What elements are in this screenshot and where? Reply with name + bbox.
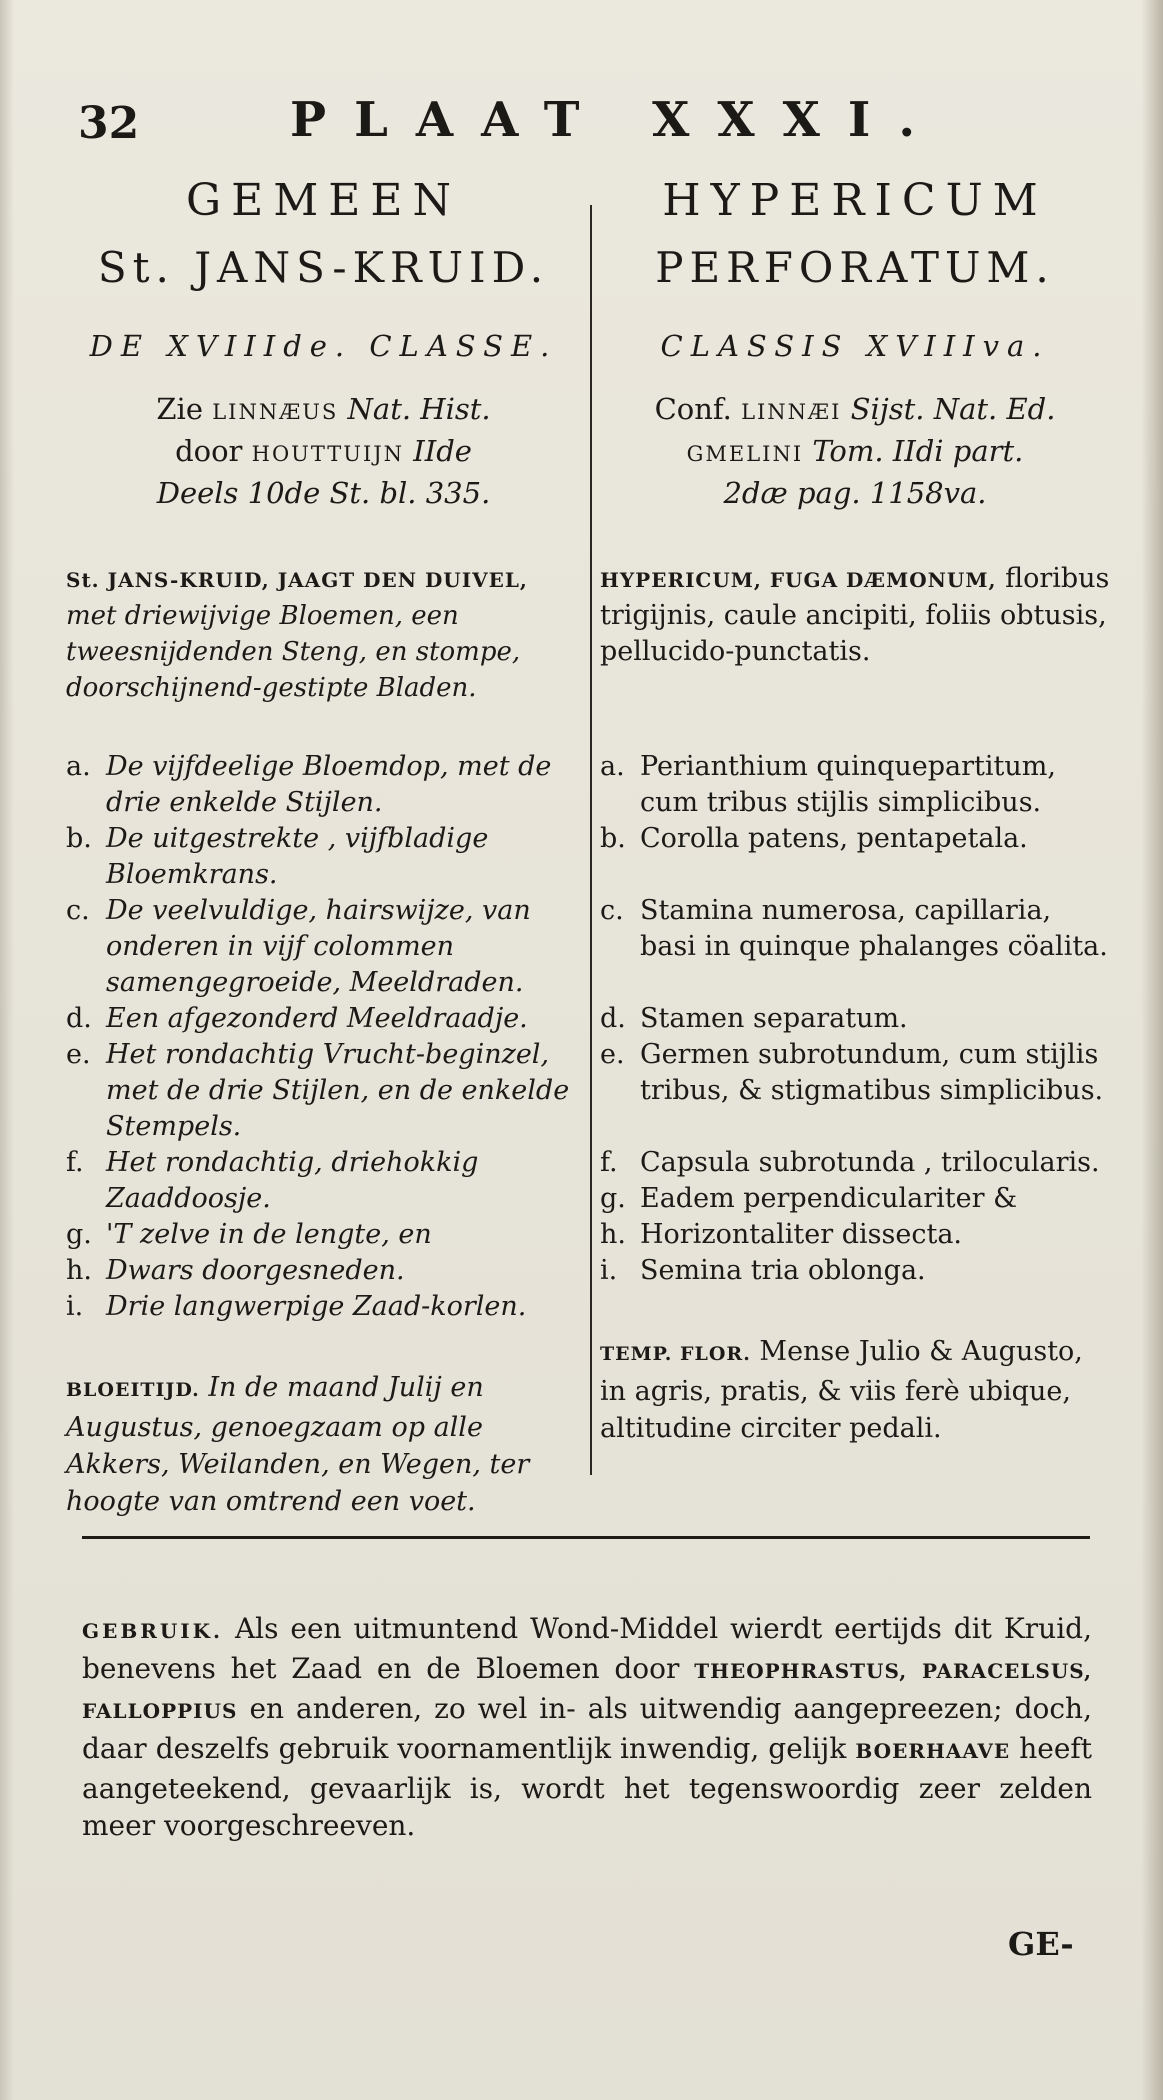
horizontal-rule (82, 1536, 1090, 1539)
dutch-flowering (66, 1369, 581, 1520)
latin-bloei-lead: TEMP. FLOR. (600, 1343, 751, 1365)
list-item: e. Germen subrotundum, cum stijlis tribus, & stigmatibus simplicibus. (600, 1039, 1104, 1106)
dutch-ref-author: LINNÆUS (212, 400, 339, 424)
usage-text-1: Als een uitmuntend Wond-Middel wierdt eertijds dit Kruid, benevens het Zaad en de Bloemen door (82, 1612, 1092, 1685)
usage-text-2: en anderen, zo wel in- als uitwendig aangepreezen; doch, daar deszelfs gebruik voornamentlijk inwendig, gelijk (82, 1692, 1092, 1765)
dutch-ref-page: Deels 10de St. bl. 335. (156, 476, 491, 510)
latin-flowering (600, 1333, 1110, 1447)
latin-reference (600, 390, 1110, 513)
latin-description (600, 561, 1110, 749)
latin-ref-page: 2dæ pag. 1158va. (723, 476, 987, 510)
list-item: d. Een afgezonderd Meeldraadje. (66, 1003, 528, 1034)
dutch-ref-door: door (175, 434, 243, 468)
latin-column (600, 170, 1110, 1447)
catchword: GE- (1008, 1925, 1074, 1963)
list-item: b. Corolla patens, pentapetala. (600, 823, 1028, 854)
list-item: f. Capsula subrotunda , trilocularis. (600, 1147, 1100, 1178)
list-item: a. De vijfdeelige Bloemdop, met de drie enkelde Stijlen. (66, 751, 552, 818)
usage-text-3: heeft aangeteekend, gevaarlijk is, wordt het tegenswoordig zeer zelden meer voorgeschreeven. (82, 1732, 1093, 1842)
dutch-bloei-text: In de maand Julij en Augustus, genoegzaam op alle Akkers, Weilanden, en Wegen, ter hoogte van omtrend een voet. (66, 1372, 530, 1517)
page-shadow-right (1141, 0, 1163, 2100)
dutch-classe: DE XVIIIde. CLASSE. (89, 329, 558, 363)
list-item: b. De uitgestrekte , vijfbladige Bloemkrans. (66, 823, 489, 890)
dutch-ref-work: Nat. Hist. (347, 392, 491, 426)
list-item: c. De veelvuldige, hairswijze, van onderen in vijf colommen samengegroeide, Meeldraden. (66, 895, 531, 998)
list-item: h. Horizontaliter dissecta. (600, 1219, 963, 1250)
dutch-ref-translator: HOUTTUIJN (251, 442, 405, 466)
dutch-name-line1: GEMEEN (185, 175, 462, 226)
page-number: 32 (78, 98, 140, 149)
usage-lead: GEBRUIK. (82, 1619, 223, 1643)
dutch-figure-list (66, 749, 581, 1325)
dutch-column (66, 170, 581, 1520)
latin-ref-part: Tom. IIdi part. (812, 434, 1024, 468)
dutch-desc-body: met driewijvige Bloemen, een tweesnijdenden Steng, en stompe, doorschijnend-gestipte Bladen. (66, 601, 521, 703)
list-item: e. Het rondachtig Vrucht-beginzel, met de drie Stijlen, en de enkelde Stempels. (66, 1039, 570, 1142)
latin-figure-list (600, 749, 1110, 1289)
column-divider (590, 205, 592, 1475)
page-shadow-left (0, 0, 14, 2100)
latin-ref-work: Sijst. Nat. Ed. (850, 392, 1056, 426)
latin-desc-body: floribus trigijnis, caule ancipiti, foliis obtusis, pellucido-punctatis. (600, 563, 1110, 667)
dutch-ref-word: Zie (156, 392, 203, 426)
list-item: f. Het rondachtig, driehokkig Zaaddoosje. (66, 1147, 479, 1214)
list-item: i. Drie langwerpige Zaad-korlen. (66, 1291, 527, 1322)
dutch-bloei-lead: BLOEITIJD. (66, 1379, 200, 1401)
latin-bloei-text: Mense Julio & Augusto, in agris, pratis, & viis ferè ubique, altitudine circiter pedali. (600, 1336, 1083, 1444)
dutch-description (66, 561, 581, 749)
list-item: g. Eadem perpendiculariter & (600, 1183, 1018, 1214)
usage-name-paracelsus: PARACELSUS, (921, 1659, 1092, 1683)
dutch-ref-part: IIde (413, 434, 472, 468)
latin-ref-editor: GMELINI (686, 442, 804, 466)
usage-name-falloppius: FALLOPPIUS (82, 1699, 238, 1723)
list-item: h. Dwars doorgesneden. (66, 1255, 405, 1286)
list-item: a. Perianthium quinquepartitum, cum tribus stijlis simplicibus. (600, 751, 1056, 818)
latin-ref-word: Conf. (654, 392, 732, 426)
usage-name-theophrastus: THEOPHRASTUS, (694, 1659, 908, 1683)
latin-desc-lead: HYPERICUM, FUGA DÆMONUM, (600, 568, 997, 592)
latin-name-line1: HYPERICUM (662, 175, 1048, 226)
usage-name-boerhaave: BOERHAAVE (855, 1739, 1011, 1763)
list-item: c. Stamina numerosa, capillaria, basi in quinque phalanges cöalita. (600, 895, 1108, 962)
dutch-desc-lead: St. JANS-KRUID, JAAGT DEN DUIVEL, (66, 568, 528, 592)
list-item: g. 'T zelve in de lengte, en (66, 1219, 432, 1250)
usage-paragraph (82, 1610, 1092, 1844)
latin-classe: CLASSIS XVIIIva. (660, 329, 1050, 363)
list-item: i. Semina tria oblonga. (600, 1255, 926, 1286)
latin-name-line2: PERFORATUM. (655, 243, 1055, 292)
latin-ref-author: LINNÆI (741, 400, 842, 424)
plate-title: PLAAT XXXI. (290, 92, 944, 148)
list-item: d. Stamen separatum. (600, 1003, 908, 1034)
dutch-name-line2: St. JANS-KRUID. (97, 243, 550, 292)
dutch-reference (66, 390, 581, 513)
